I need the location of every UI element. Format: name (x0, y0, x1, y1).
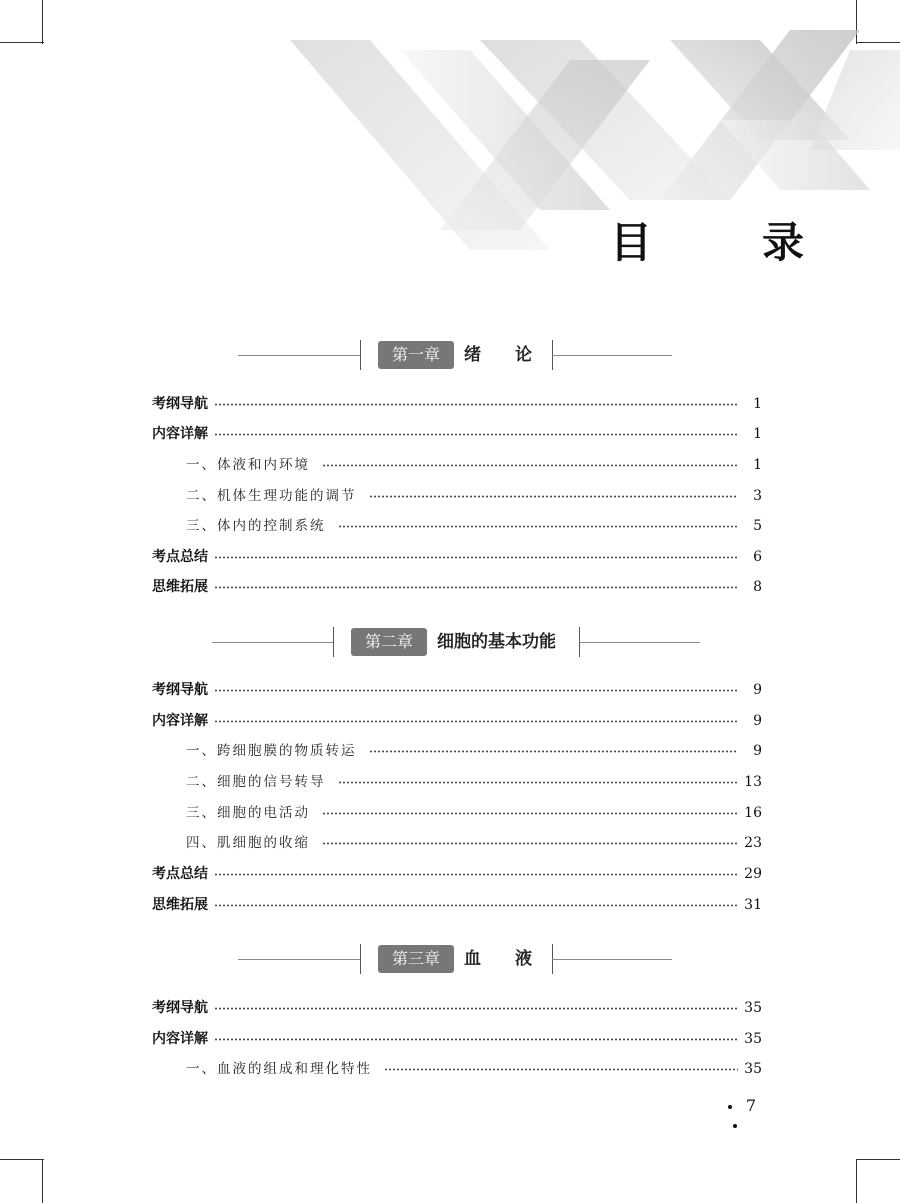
chapter-rule-left (212, 642, 333, 643)
toc-leader-dots (214, 556, 740, 559)
toc-leader-dots (214, 403, 740, 406)
toc-leader-dots (322, 842, 740, 845)
crop-mark-top-left (0, 0, 60, 60)
toc-entry-page: 9 (738, 678, 762, 702)
toc-entry-page: 35 (738, 996, 762, 1020)
toc-entry-label: 二、细胞的信号转导 (186, 770, 328, 794)
toc-leader-dots (214, 1007, 740, 1010)
chapter-rule-right (579, 642, 700, 643)
toc-entry-label: 内容详解 (152, 1027, 210, 1051)
page-number-value: 7 (745, 1096, 757, 1115)
chapter-title: 血 液 (464, 949, 532, 969)
toc-leader-dots (338, 781, 740, 784)
toc-entry-label: 一、跨细胞膜的物质转运 (186, 739, 359, 763)
toc-leader-dots (214, 904, 740, 907)
toc-entry (0, 893, 900, 917)
crop-mark-bottom-left (0, 1143, 60, 1203)
crop-mark-bottom-right (840, 1143, 900, 1203)
bullet-left (728, 1105, 732, 1109)
toc-entry-page: 3 (738, 484, 762, 508)
toc-leader-dots (322, 464, 740, 467)
chapter-heading (0, 338, 900, 372)
toc-entry-page: 1 (738, 392, 762, 416)
bullet-right (733, 1124, 737, 1128)
toc-entry (0, 575, 900, 599)
chapter-badge: 第一章 (378, 341, 454, 369)
chapter-title: 绪 论 (464, 345, 532, 365)
toc-entry (0, 678, 900, 702)
toc-leader-dots (214, 720, 740, 723)
toc-leader-dots (214, 689, 740, 692)
toc-entry (0, 453, 900, 477)
toc-entry-page: 35 (738, 1057, 762, 1081)
toc-leader-dots (214, 1038, 740, 1041)
chapter-badge: 第二章 (351, 628, 427, 656)
chapter-title: 细胞的基本功能 (437, 632, 556, 652)
chapter-badge: 第三章 (378, 945, 454, 973)
toc-entry (0, 514, 900, 538)
toc-entry-page: 13 (738, 770, 762, 794)
toc-leader-dots (214, 873, 740, 876)
page-number (700, 1096, 770, 1134)
chapter-heading (0, 942, 900, 976)
toc-entry-page: 8 (738, 575, 762, 599)
toc-entry (0, 831, 900, 855)
toc-entry-label: 三、体内的控制系统 (186, 514, 328, 538)
toc-leader-dots (369, 750, 740, 753)
toc-leader-dots (214, 586, 740, 589)
chapter-rule-left (238, 355, 360, 356)
toc-entry-page: 1 (738, 422, 762, 446)
toc-entry-page: 23 (738, 831, 762, 855)
toc-entry (0, 545, 900, 569)
toc-entry-label: 二、机体生理功能的调节 (186, 484, 359, 508)
toc-entry (0, 1027, 900, 1051)
chapter-rule-right (552, 959, 672, 960)
toc-leader-dots (338, 525, 740, 528)
toc-entry (0, 422, 900, 446)
toc-leader-dots (322, 812, 740, 815)
toc-entry-page: 9 (738, 709, 762, 733)
toc-entry (0, 996, 900, 1020)
toc-entry-label: 思维拓展 (152, 575, 210, 599)
toc-entry-page: 6 (738, 545, 762, 569)
toc-entry (0, 1057, 900, 1081)
toc-leader-dots (384, 1068, 740, 1071)
toc-entry-page: 29 (738, 862, 762, 886)
page-title: 目 录 (610, 218, 839, 267)
chapter-rule-left (238, 959, 360, 960)
toc-entry-label: 考纲导航 (152, 392, 210, 416)
toc-entry (0, 392, 900, 416)
toc-entry-page: 9 (738, 739, 762, 763)
toc-entry-label: 考点总结 (152, 545, 210, 569)
chapter-rule-left-tick (360, 944, 361, 974)
toc-entry-page: 31 (738, 893, 762, 917)
toc-entry-label: 一、体液和内环境 (186, 453, 312, 477)
chapter-rule-left-tick (333, 627, 334, 657)
toc-entry-label: 考纲导航 (152, 996, 210, 1020)
toc-entry (0, 770, 900, 794)
toc-entry-page: 5 (738, 514, 762, 538)
toc-entry (0, 739, 900, 763)
chapter-rule-right (552, 355, 672, 356)
toc-entry (0, 709, 900, 733)
toc-leader-dots (369, 495, 740, 498)
chapter-heading (0, 625, 900, 659)
toc-entry-label: 思维拓展 (152, 893, 210, 917)
toc-entry (0, 484, 900, 508)
toc-entry-page: 1 (738, 453, 762, 477)
chapter-rule-left-tick (360, 340, 361, 370)
toc-entry-label: 三、细胞的电活动 (186, 801, 312, 825)
toc-entry-label: 考纲导航 (152, 678, 210, 702)
toc-entry-page: 16 (738, 801, 762, 825)
toc-entry-label: 内容详解 (152, 709, 210, 733)
toc-entry-label: 四、肌细胞的收缩 (186, 831, 312, 855)
toc-leader-dots (214, 433, 740, 436)
toc-entry (0, 862, 900, 886)
toc-entry-label: 考点总结 (152, 862, 210, 886)
toc-entry-label: 一、血液的组成和理化特性 (186, 1057, 374, 1081)
toc-entry-label: 内容详解 (152, 422, 210, 446)
toc-entry (0, 801, 900, 825)
toc-entry-page: 35 (738, 1027, 762, 1051)
